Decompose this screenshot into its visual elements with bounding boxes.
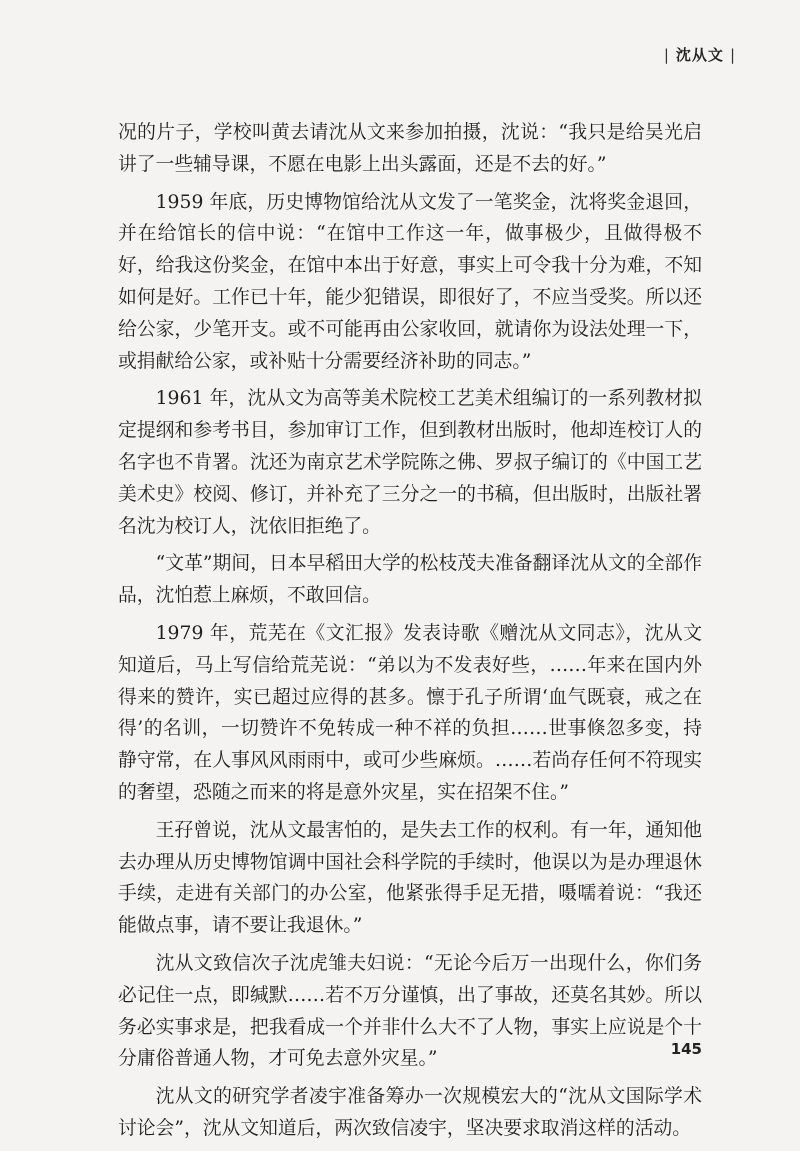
page-number: 145 [670,1040,702,1058]
paragraph-2: 1959 年底，历史博物馆给沈从文发了一笔奖金，沈将奖金退回，并在给馆长的信中说：“在馆中工作这一年，做事极少，且做得极不好，给我这份奖金，在馆中本出于好意，事实上可令我十分为难，不知如何是好。工作已十年，能少犯错误，即很好了，不应当受奖。所以还给公家，少笔开支。或不可能再由公家收回，就请你为设法处理一下，或捐献给公家，或补贴十分需要经济补助的同志。” [118,191,702,372]
paragraph-1: 况的片子，学校叫黄去请沈从文来参加拍摄，沈说：“我只是给吴光启讲了一些辅导课，不愿在电影上出头露面，还是不去的好。” [118,122,702,175]
header-right-bar: | [729,46,736,64]
running-header [658,44,742,65]
paragraph-4: “文革”期间，日本早稻田大学的松枝茂夫准备翻译沈从文的全部作品，沈怕惹上麻烦，不敢回信。 [118,553,702,607]
page-body [118,117,702,1151]
paragraph-5: 1979 年，荒芜在《文汇报》发表诗歌《赠沈从文同志》，沈从文知道后，马上写信给荒芜说：“弟以为不发表好些，……年来在国内外得来的赞许，实已超过应得的甚多。懔于孔子所谓‘血气既衰，戒之在得’的名训，一切赞许不免转成一种不祥的负担……世事倏忽多变，持静守常，在人事风风雨雨中，或可少些麻烦。……若尚存任何不符现实的奢望，恐随之而来的将是意外灾星，实在招架不住。” [118,622,702,803]
header-title: 沈从文 [675,46,724,64]
paragraph-6: 王孖曾说，沈从文最害怕的，是失去工作的权利。有一年，通知他去办理从历史博物馆调中国社会科学院的手续时，他误以为是办理退休手续，走进有关部门的办公室，他紧张得手足无措，嗫嚅着说：“我还能做点事，请不要让我退休。” [118,819,702,937]
paragraph-3: 1961 年，沈从文为高等美术院校工艺美术组编订的一系列教材拟定提纲和参考书目，参加审订工作，但到教材出版时，他却连校订人的名字也不肯署。沈还为南京艺术学院陈之佛、罗叔子编订的《中国工艺美术史》校阅、修订，并补充了三分之一的书稿，但出版时，出版社署名沈为校订人，沈依旧拒绝了。 [118,388,702,537]
paragraph-7: 沈从文致信次子沈虎雏夫妇说：“无论今后万一出现什么，你们务必记住一点，即缄默……若不万分谨慎，出了事故，还莫名其妙。所以务必实事求是，把我看成一个并非什么大不了人物，事实上应说是个十分庸俗普通人物，才可免去意外灾星。” [118,952,702,1070]
paragraph-8: 沈从文的研究学者凌宇准备筹办一次规模宏大的“沈从文国际学术讨论会”，沈从文知道后，两次致信凌宇，坚决要求取消这样的活动。 [118,1086,702,1139]
header-left-bar: | [663,46,670,64]
